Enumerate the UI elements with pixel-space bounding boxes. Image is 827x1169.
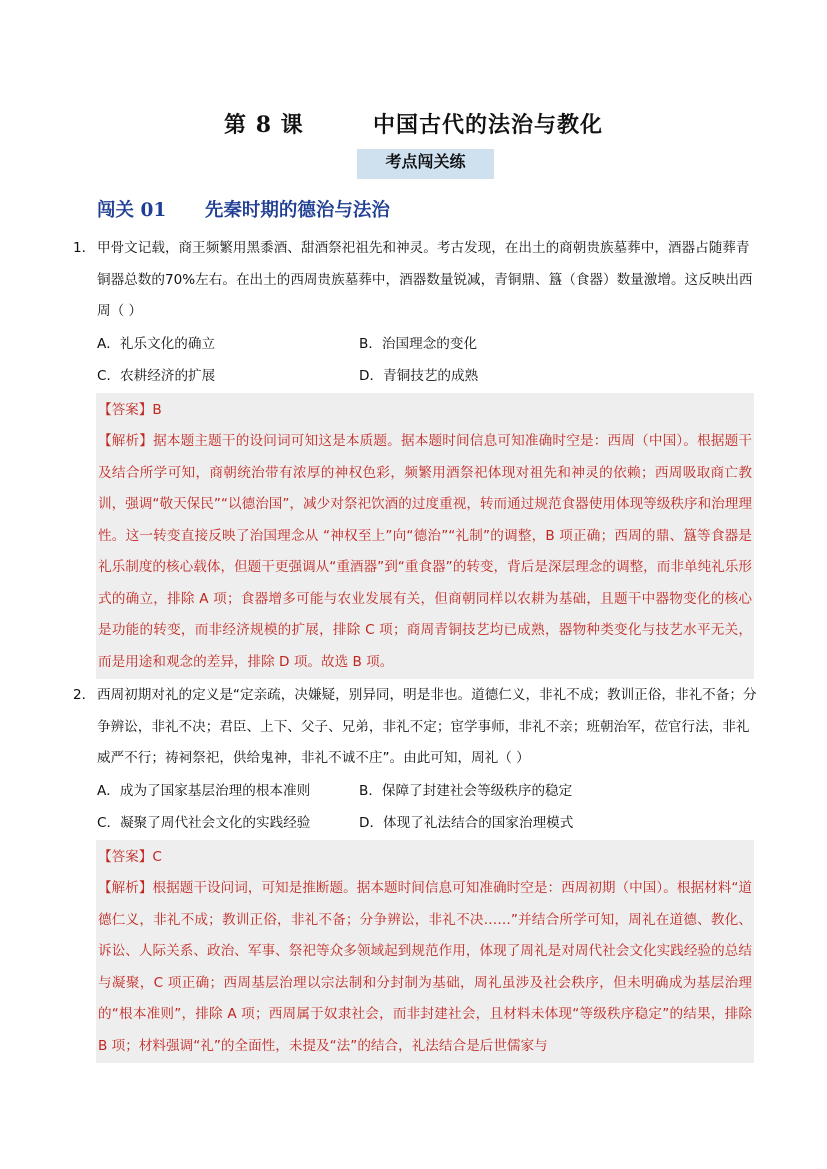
option-d: D．青铜技艺的成熟 [359,367,479,384]
option-b: B．保障了封建社会等级秩序的稳定 [359,782,573,799]
option-list [97,775,757,839]
option-c: C．农耕经济的扩展 [97,367,216,384]
explanation-label: 【解析】 [98,880,153,896]
answer-block [96,393,754,680]
answer-value: B [152,401,162,418]
option-a: A．成为了国家基层治理的根本准则 [97,782,311,799]
question-text: 甲骨文记载，商王频繁用黑黍酒、甜酒祭祀祖先和神灵。考古发现，在出土的商朝贵族墓葬中，酒器占随葬青铜器总数的70%左右。在出土的西周贵族墓葬中，酒器数量锐减，青铜鼎、簋（食器）数量激增。这反映出西周（ ） [97,240,753,319]
section-title: 闯关 01 先秦时期的德治与法治 [97,200,390,221]
lesson-title: 第 8 课 中国古代的法治与教化 [224,112,603,138]
explanation [98,873,752,1062]
answer-line [98,842,752,874]
answer-label: 【答案】 [98,401,153,418]
option-b: B．治国理念的变化 [359,335,478,352]
answer-line [98,395,752,427]
question-text: 西周初期对礼的定义是“定亲疏，决嫌疑，别异同，明是非也。道德仁义，非礼不成；教训正俗，非礼不备；分争辨讼，非礼不决；君臣、上下、父子、兄弟，非礼不定；宦学事师，非礼不亲；班朝治军，莅官行法，非礼威严不行；祷祠祭祀，供给鬼神，非礼不诚不庄”。由此可知，周礼（ ） [97,687,757,766]
answer-label: 【答案】 [98,848,153,865]
question-stem [73,680,757,775]
answer-block [96,840,754,1064]
answer-value: C [152,848,162,865]
question-number: 2． [73,687,96,703]
option-a: A．礼乐文化的确立 [97,335,216,352]
section-badge: 考点闯关练 [357,149,494,179]
option-c: C．凝聚了周代社会文化的实践经验 [97,814,311,831]
question-list [0,233,827,1064]
question-stem [73,233,757,328]
explanation-text: 据本题主题干的设问词可知这是本质题。据本题时间信息可知准确时空是：西周（中国）。根据题干及结合所学可知，商朝统治带有浓厚的神权色彩，频繁用酒祭祀体现对祖先和神灵的依赖；西周吸取商亡教训，强调“敬天保民”“以德治国”，减少对祭祀饮酒的过度重视，转而通过规范食器使用体现等级秩序和治理理性。这一转变直接反映了治国理念从 “神权至上”向“德治”“礼制”的调整，B 项正确；西周的鼎、簋等食器是礼乐制度的核心载体，但题干更强调从“重酒器”到“重食器”的转变，背后是深层理念的调整，而非单纯礼乐形式的确立，排除 A 项；食器增多可能与农业发展有关，但商朝同样以农耕为基础，且题干中器物变化的核心是功能的转变，而非经济规模的扩展，排除 C 项；商周青铜技艺均已成熟，器物种类变化与技艺水平无关，而是用途和观念的差异，排除 D 项。故选 B 项。 [98,433,753,670]
question-number: 1． [73,240,96,256]
explanation [98,426,752,678]
option-d: D．体现了礼法结合的国家治理模式 [359,814,574,831]
explanation-label: 【解析】 [98,433,154,449]
explanation-text: 根据题干设问词，可知是推断题。据本题时间信息可知准确时空是：西周初期（中国）。根据材料“道德仁义，非礼不成；教训正俗，非礼不备；分争辨讼，非礼不决……”并结合所学可知，周礼在道德、教化、诉讼、人际关系、政治、军事、祭祀等众多领域起到规范作用，体现了周礼是对周代社会文化实践经验的总结与凝聚，C 项正确；西周基层治理以宗法制和分封制为基础，周礼虽涉及社会秩序，但未明确成为基层治理的“根本准则”，排除 A 项；西周属于奴隶社会，而非封建社会，且材料未体现“等级秩序稳定”的结果，排除 B 项；材料强调“礼”的全面性，未提及“法”的结合，礼法结合是后世儒家与 [98,880,752,1054]
option-list [97,328,757,392]
